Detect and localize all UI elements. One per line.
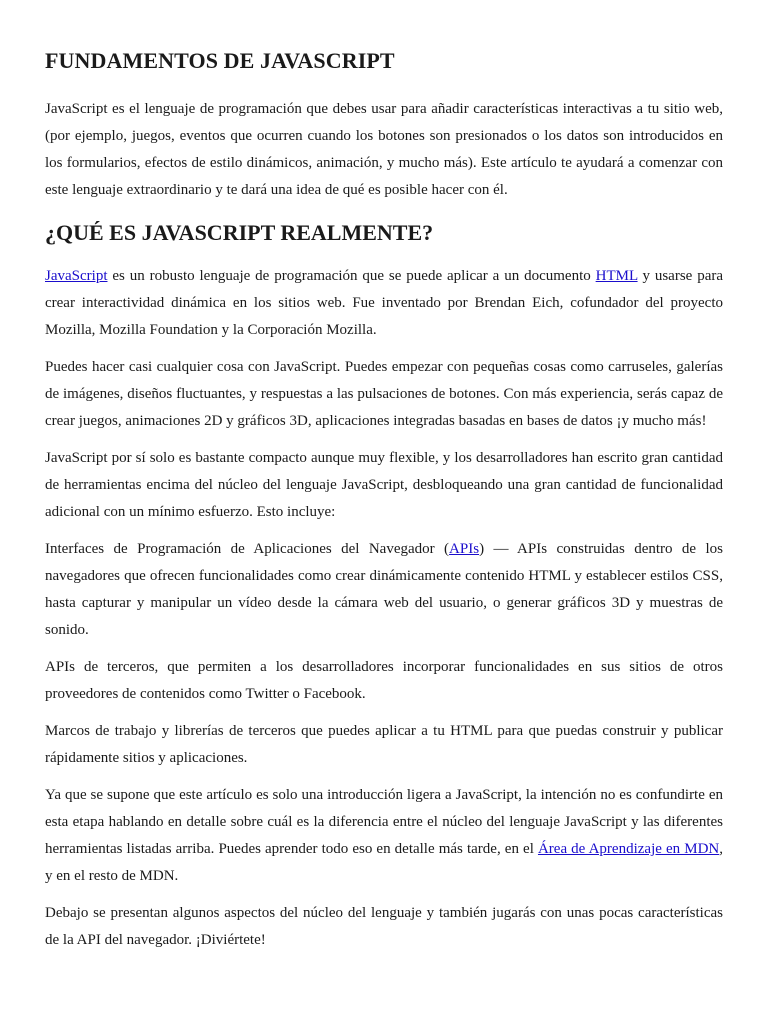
link-html[interactable]: HTML xyxy=(595,268,638,284)
paragraph-text: Ya que se supone que este artículo es solo una introducción ligera a JavaScript, la intención no es confundirte en esta etapa hablando en detalle sobre cuál es la diferencia entre el núcleo del lenguaje JavaScript y las diferentes herramientas listadas arriba. Puedes aprender todo eso en detalle más tarde, en el xyxy=(45,787,723,857)
paragraph-browser-apis xyxy=(45,536,723,644)
paragraph-learning-area xyxy=(45,782,723,890)
paragraph-text: es un robusto lenguaje de programación que se puede aplicar a un documento xyxy=(107,268,596,284)
paragraph-capabilities: Puedes hacer casi cualquier cosa con JavaScript. Puedes empezar con pequeñas cosas como carruseles, galerías de imágenes, diseños fluctuantes, y respuestas a las pulsaciones de botones. Con más experiencia, serás capaz de crear juegos, animaciones 2D y gráficos 3D, aplicaciones integradas basadas en bases de datos ¡y mucho más! xyxy=(45,359,723,429)
intro-paragraph: JavaScript es el lenguaje de programación que debes usar para añadir características interactivas a tu sitio web, (por ejemplo, juegos, eventos que ocurren cuando los botones son presionados o los datos son introducidos en los formularios, efectos de estilo dinámicos, animación, y mucho más). Este artículo te ayudará a comenzar con este lenguaje extraordinario y te dará una idea de qué es posible hacer con él. xyxy=(45,101,723,198)
paragraph-text: y usarse para crear interactividad dinámica en los sitios web. Fue inventado por Brendan Eich, cofundador del proyecto Mozilla, Mozilla Foundation y la Corporación Mozilla. xyxy=(45,268,724,338)
link-learning-area[interactable]: Área de Aprendizaje en MDN xyxy=(537,841,720,857)
paragraph-what-is-js xyxy=(45,263,723,344)
paragraph-text: , y en el resto de MDN. xyxy=(45,841,723,884)
paragraph-text: Interfaces de Programación de Aplicaciones del Navegador ( xyxy=(45,541,450,557)
page-title: FUNDAMENTOS DE JAVASCRIPT xyxy=(45,48,395,73)
link-javascript[interactable]: JavaScript xyxy=(45,268,108,284)
section-heading: ¿QUÉ ES JAVASCRIPT REALMENTE? xyxy=(45,220,434,245)
paragraph-text: ) — APIs construidas dentro de los navegadores que ofrecen funcionalidades como crear dinámicamente contenido HTML y establecer estilos CSS, hasta capturar y manipular un vídeo desde la cámara web del usuario, o generar gráficos 3D y muestras de sonido. xyxy=(45,541,723,638)
paragraph-frameworks: Marcos de trabajo y librerías de terceros que puedes aplicar a tu HTML para que puedas construir y publicar rápidamente sitios y aplicaciones. xyxy=(45,723,723,766)
link-apis[interactable]: APIs xyxy=(449,541,480,557)
paragraph-closing: Debajo se presentan algunos aspectos del núcleo del lenguaje y también jugarás con unas pocas características de la API del navegador. ¡Diviértete! xyxy=(45,905,723,948)
paragraph-tools: JavaScript por sí solo es bastante compacto aunque muy flexible, y los desarrolladores han escrito gran cantidad de herramientas encima del núcleo del lenguaje JavaScript, desbloqueando una gran cantidad de funcionalidad adicional con un mínimo esfuerzo. Esto incluye: xyxy=(45,450,723,520)
paragraph-third-party-apis: APIs de terceros, que permiten a los desarrolladores incorporar funcionalidades en sus sitios de otros proveedores de contenidos como Twitter o Facebook. xyxy=(45,659,723,702)
